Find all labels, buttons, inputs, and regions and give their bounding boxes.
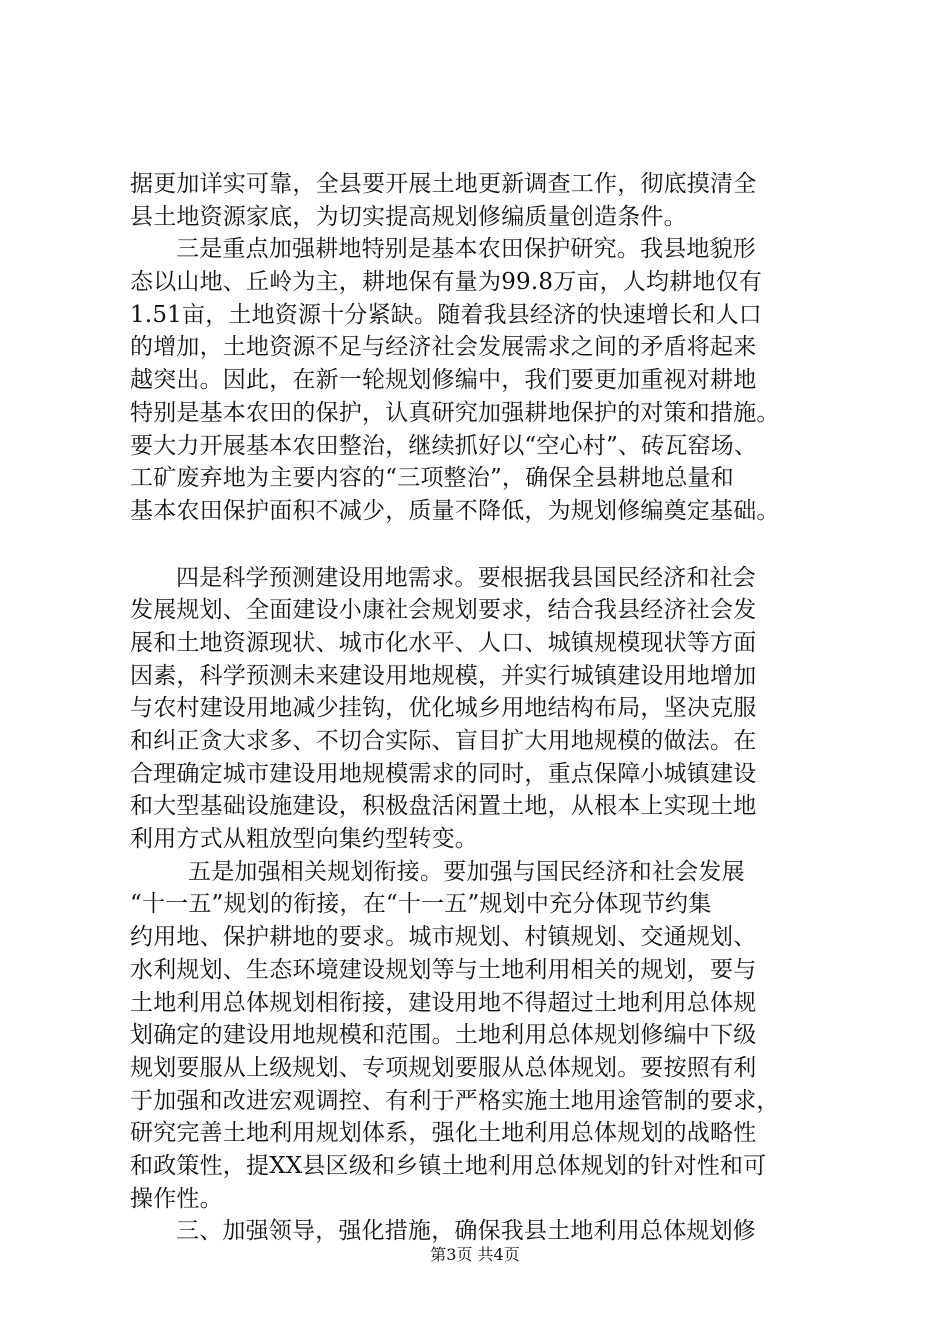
text-line: 因素，科学预测未来建设用地规模，并实行城镇建设用地增加 xyxy=(130,662,757,689)
page-number-footer: 第3页 共4页 xyxy=(430,1245,520,1264)
text-line: 于加强和改进宏观调控、有利于严格实施土地用途管制的要求， xyxy=(130,1087,780,1114)
text-line: “十一五”规划的衔接，在“十一五”规划中充分体现节约集 xyxy=(130,891,712,918)
paragraph-start-line: 五是加强相关规划衔接。要加强与国民经济和社会发展 xyxy=(188,858,745,885)
text-line: 研究完善土地利用规划体系，强化土地利用总体规划的战略性 xyxy=(130,1120,757,1147)
text-line: 利用方式从粗放型向集约型转变。 xyxy=(130,826,478,853)
text-line: 约用地、保护耕地的要求。城市规划、村镇规划、交通规划、 xyxy=(130,924,757,951)
paragraph-start-line: 三是重点加强耕地特别是基本农田保护研究。我县地貌形 xyxy=(176,236,756,263)
text-line: 和纠正贪大求多、不切合实际、盲目扩大用地规模的做法。在 xyxy=(130,728,757,754)
text-line: 和大型基础设施建设，积极盘活闲置土地，从根本上实现土地 xyxy=(130,793,757,820)
text-line: 规划要服从上级规划、专项规划要服从总体规划。要按照有利 xyxy=(130,1054,757,1081)
text-line: 划确定的建设用地规模和范围。土地利用总体规划修编中下级 xyxy=(130,1022,757,1049)
text-line: 发展规划、全面建设小康社会规划要求，结合我县经济社会发 xyxy=(130,597,757,624)
document-body xyxy=(130,168,830,1248)
text-line: 操作性。 xyxy=(130,1185,223,1212)
text-line: 基本农田保护面积不减少，质量不降低，为规划修编奠定基础。 xyxy=(130,497,780,524)
text-line: 水利规划、生态环境建设规划等与土地利用相关的规划，要与 xyxy=(130,956,757,983)
section-heading-line: 三、加强领导，强化措施，确保我县土地利用总体规划修 xyxy=(176,1218,756,1245)
text-line: 越突出。因此，在新一轮规划修编中，我们要更加重视对耕地 xyxy=(130,367,757,394)
text-line: 合理确定城市建设用地规模需求的同时，重点保障小城镇建设 xyxy=(130,760,757,787)
text-line: 与农村建设用地减少挂钩，优化城乡用地结构布局，坚决克服 xyxy=(130,695,757,722)
text-line: 的增加，土地资源不足与经济社会发展需求之间的矛盾将起来 xyxy=(130,334,757,361)
paragraph-gap xyxy=(130,528,830,562)
text-line: 展和土地资源现状、城市化水平、人口、城镇规模现状等方面 xyxy=(130,629,757,656)
text-line: 态以山地、丘岭为主，耕地保有量为99.8万亩，人均耕地仅有 xyxy=(130,269,763,296)
text-line: 特别是基本农田的保护，认真研究加强耕地保护的对策和措施。 xyxy=(130,399,780,426)
text-line: 和政策性，提XX县区级和乡镇土地利用总体规划的针对性和可 xyxy=(130,1152,767,1179)
text-line: 要大力开展基本农田整治，继续抓好以“空心村”、砖瓦窑场、 xyxy=(130,432,758,459)
paragraph-start-line: 四是科学预测建设用地需求。要根据我县国民经济和社会 xyxy=(176,564,756,591)
text-line: 据更加详实可靠，全县要开展土地更新调查工作，彻底摸清全 xyxy=(130,171,757,197)
text-line: 工矿废弃地为主要内容的“三项整治”，确保全县耕地总量和 xyxy=(130,465,734,492)
text-line: 县土地资源家底，为切实提高规划修编质量创造条件。 xyxy=(130,203,687,230)
text-line: 1.51亩，土地资源十分紧缺。随着我县经济的快速增长和人口 xyxy=(130,301,763,328)
text-line: 土地利用总体规划相衔接，建设用地不得超过土地利用总体规 xyxy=(130,989,757,1016)
